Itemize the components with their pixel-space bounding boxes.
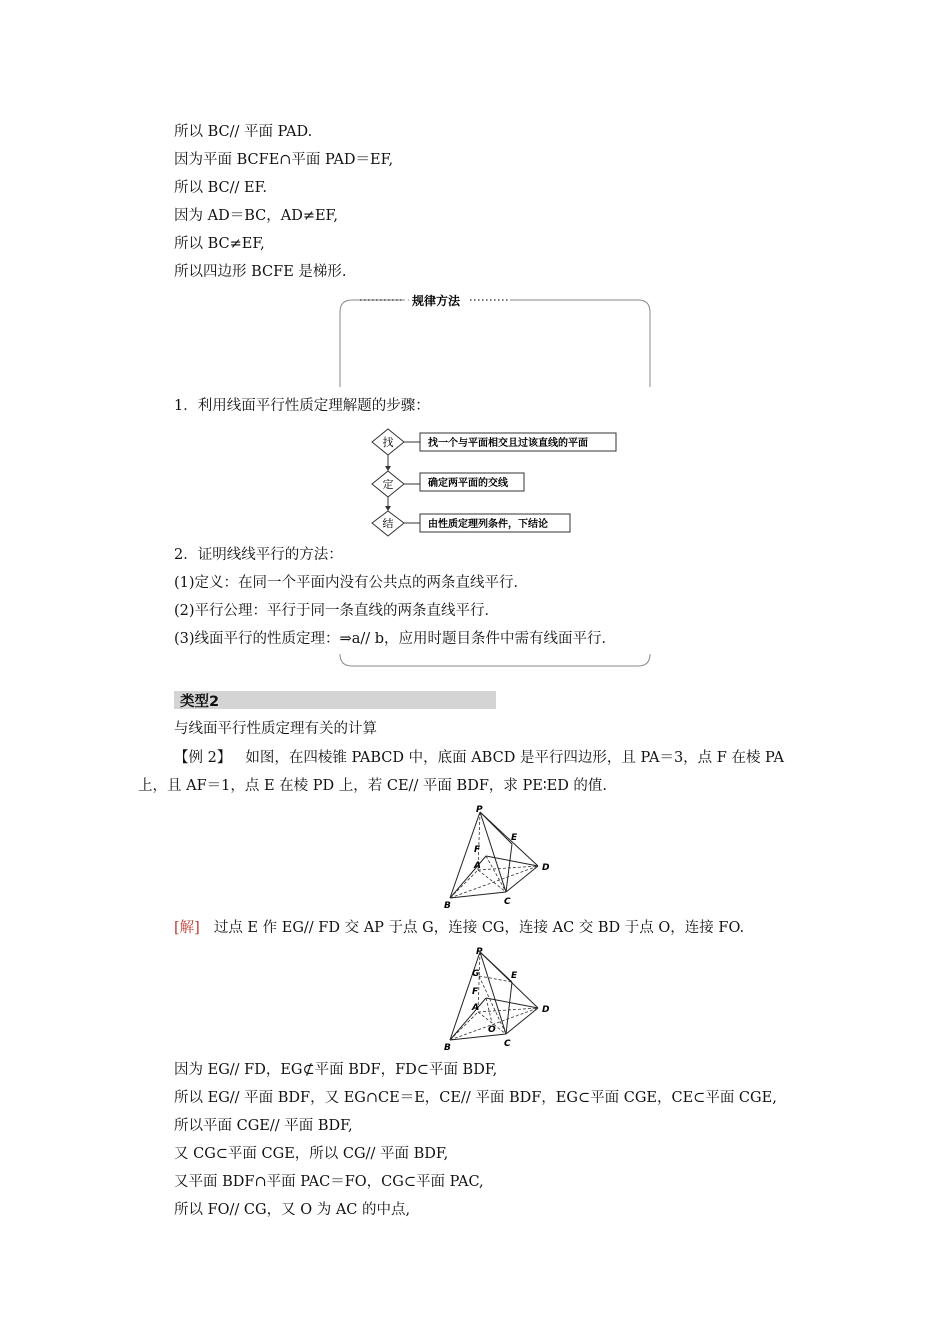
example-line-1 xyxy=(174,749,784,767)
pyramid-figure-2 xyxy=(438,946,558,1052)
proof-line-1: 所以 BC// 平面 PAD. xyxy=(174,124,313,140)
solution-label: [解] xyxy=(174,920,200,936)
method-item-2: 2．证明线线平行的方法： xyxy=(174,547,343,563)
fig2-label-o: O xyxy=(488,1025,496,1035)
method-item-1: 1．利用线面平行性质定理解题的步骤： xyxy=(174,398,430,414)
fig1-label-e: E xyxy=(511,833,518,843)
fig1-label-a: A xyxy=(474,861,481,871)
method-box-title: 规律方法 xyxy=(411,294,461,308)
solution-line-1: 因为 EG// FD，EG⊄平面 BDF，FD⊂平面 BDF, xyxy=(174,1062,498,1078)
solution-line xyxy=(174,919,744,937)
fig2-label-b: B xyxy=(444,1043,451,1052)
flow-step-determine-label: 定 xyxy=(382,478,394,491)
pyramid-figure-1 xyxy=(438,804,558,910)
proof-line-2: 因为平面 BCFE∩平面 PAD＝EF, xyxy=(174,152,394,168)
flow-step-conclude-text: 由性质定理列条件，下结论 xyxy=(428,519,548,530)
fig2-label-c: C xyxy=(504,1039,511,1049)
flow-step-conclude-label: 结 xyxy=(382,517,394,530)
example-label: 【例 2】 xyxy=(174,750,232,766)
method-1: (1)定义：在同一个平面内没有公共点的两条直线平行． xyxy=(174,575,529,591)
solution-line-5: 又平面 BDF∩平面 PAC＝FO，CG⊂平面 PAC, xyxy=(174,1174,484,1190)
fig2-label-f: F xyxy=(472,987,479,997)
method-3: (3)线面平行的性质定理：⇒a// b，应用时题目条件中需有线面平行． xyxy=(174,631,616,647)
fig1-label-c: C xyxy=(504,897,511,907)
fig2-label-p: P xyxy=(476,947,483,957)
fig1-label-p: P xyxy=(476,805,483,815)
flow-step-find xyxy=(372,429,404,455)
type-tag-bar xyxy=(174,691,496,709)
solution-line-3: 所以平面 CGE// 平面 BDF, xyxy=(174,1118,353,1134)
proof-line-3: 所以 BC// EF. xyxy=(174,180,268,196)
example-line-2: 上，且 AF＝1，点 E 在棱 PD 上，若 CE// 平面 BDF，求 PE∶ED 的值. xyxy=(138,778,608,794)
solution-text: 过点 E 作 EG// FD 交 AP 于点 G，连接 CG，连接 AC 交 BD 于点 O，连接 FO. xyxy=(213,920,745,936)
fig2-label-e: E xyxy=(511,971,518,981)
flow-step-find-label: 找 xyxy=(382,436,394,449)
fig2-label-g: G xyxy=(472,969,480,979)
solution-line-4: 又 CG⊂平面 CGE，所以 CG// 平面 BDF, xyxy=(174,1146,449,1162)
example-text-1: 如图，在四棱锥 PABCD 中，底面 ABCD 是平行四边形，且 PA＝3，点 F 在棱 PA xyxy=(245,750,784,766)
method-box-frame xyxy=(330,292,660,392)
type-tag: 类型2 xyxy=(180,694,220,710)
fig1-label-d: D xyxy=(542,863,550,873)
flow-step-determine-text: 确定两平面的交线 xyxy=(428,478,508,489)
fig2-label-d: D xyxy=(542,1005,550,1015)
solution-line-6: 所以 FO// CG，又 O 为 AC 的中点, xyxy=(174,1202,411,1218)
solution-line-2: 所以 EG// 平面 BDF，又 EG∩CE＝E，CE// 平面 BDF，EG⊂平面 CGE，CE⊂平面 CGE, xyxy=(174,1090,777,1106)
fig1-label-b: B xyxy=(444,901,451,910)
method-2: (2)平行公理：平行于同一条直线的两条直线平行． xyxy=(174,603,500,619)
proof-line-6: 所以四边形 BCFE 是梯形. xyxy=(174,264,347,280)
section-title: 与线面平行性质定理有关的计算 xyxy=(174,721,377,737)
proof-line-5: 所以 BC≠EF, xyxy=(174,236,265,252)
steps-flowchart xyxy=(366,425,626,540)
flow-step-find-text: 找一个与平面相交且过该直线的平面 xyxy=(428,438,588,449)
flow-step-conclude xyxy=(372,511,404,536)
fig2-label-a: A xyxy=(472,1003,479,1013)
proof-line-4: 因为 AD＝BC，AD≠EF, xyxy=(174,208,338,224)
fig1-label-f: F xyxy=(474,845,481,855)
method-box-bottom xyxy=(330,652,660,676)
flow-step-determine xyxy=(372,471,404,497)
